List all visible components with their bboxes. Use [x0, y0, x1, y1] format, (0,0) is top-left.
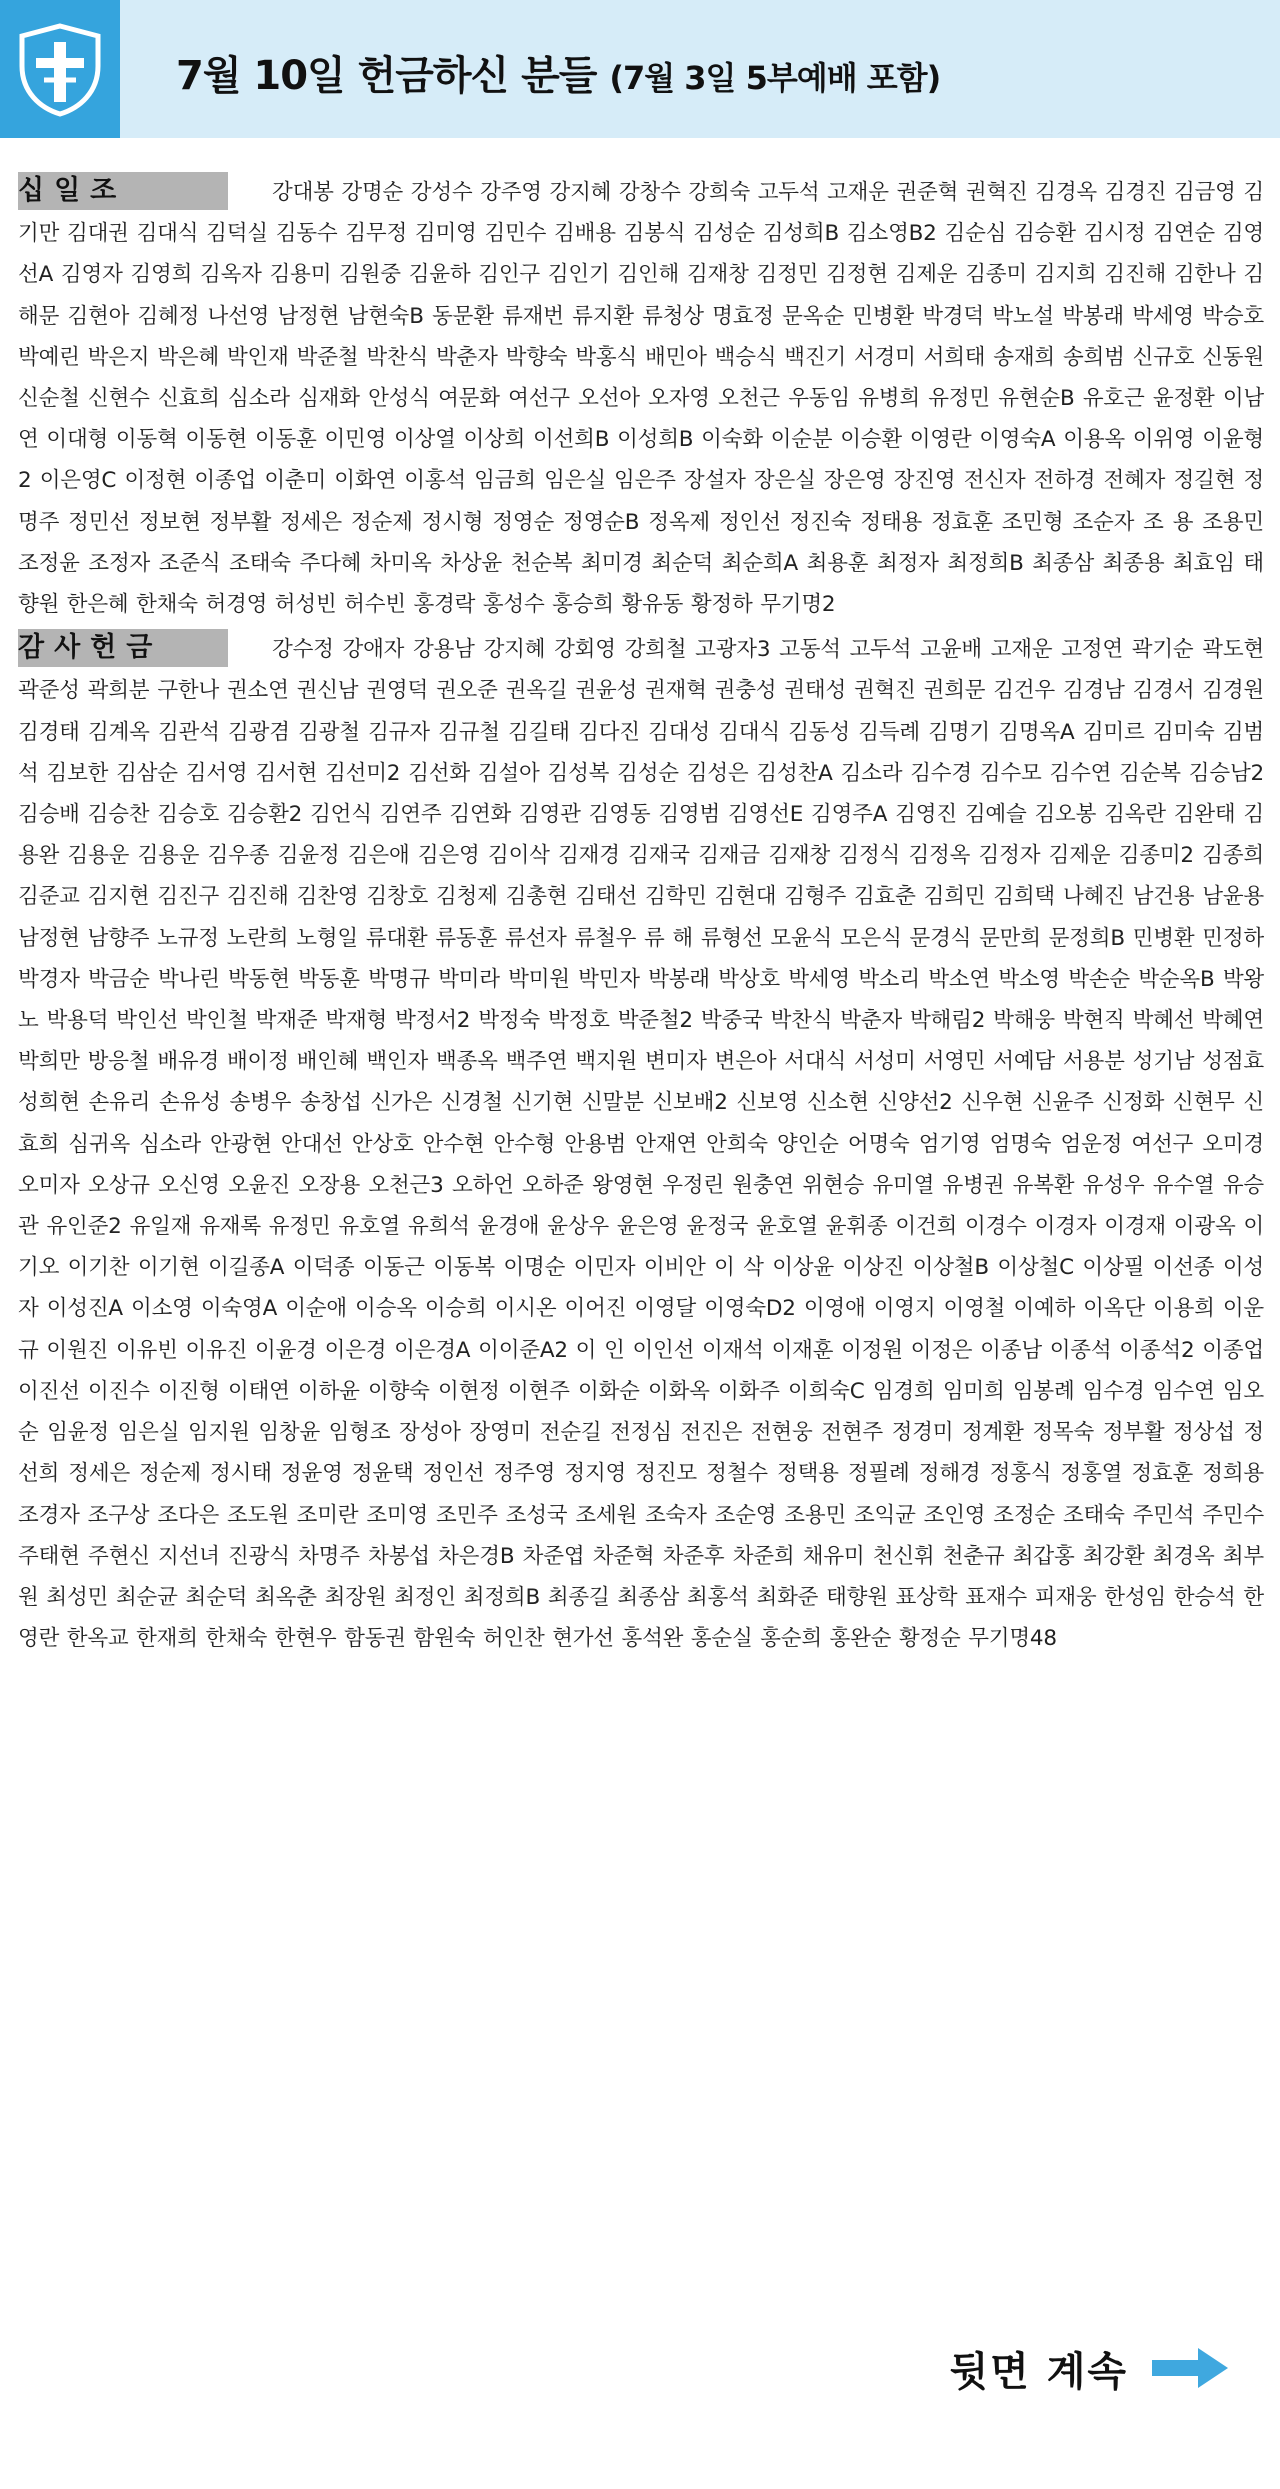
section-tithe: [18, 172, 1264, 625]
tithe-name-list: 강대봉 강명순 강성수 강주영 강지혜 강창수 강희숙 고두석 고재운 권준혁 권혁진 김경옥 김경진 김금영 김기만 김대권 김대식 김덕실 김동수 김무정 김미영 김민수 김배용 김봉식 김성순 김성희B 김소영B2 김순심 김승환 김시정 김연순 김영선A 김영자 김영희 김옥자 김용미 김원중 김윤하 김인구 김인기 김인해 김재창 김정민 김정현 김제운 김종미 김지희 김진해 김한나 김해문 김현아 김혜정 나선영 남정현 남현숙B 동문환 류재번 류지환 류청상 명효정 문옥순 민병환 박경덕 박노설 박봉래 박세영 박승호 박예린 박은지 박은혜 박인재 박준철 박찬식 박춘자 박향숙 박홍식 배민아 백승식 백진기 서경미 서희태 송재희 송희범 신규호 신동원 신순철 신현수 신효희 심소라 심재화 안성식 여문화 여선구 오선아 오자영 오천근 우동임 유병희 유정민 유현순B 유호근 윤정환 이남연 이대형 이동혁 이동현 이동훈 이민영 이상열 이상희 이선희B 이성희B 이숙화 이순분 이승환 이영란 이영숙A 이용옥 이위영 이윤형2 이은영C 이정현 이종업 이춘미 이화연 이홍석 임금희 임은실 임은주 장설자 장은실 장은영 장진영 전신자 전하경 전혜자 정길현 정명주 정민선 정보현 정부활 정세은 정순제 정시형 정영순 정영순B 정옥제 정인선 정진숙 정태용 정효훈 조민형 조순자 조 용 조용민 조정윤 조정자 조준식 조태숙 주다혜 차미옥 차상윤 천순복 최미경 최순덕 최순희A 최용훈 최정자 최정희B 최종삼 최종용 최효임 태향원 한은혜 한채숙 허경영 허성빈 허수빈 홍경락 홍성수 홍승희 황유동 황정하 무기명2: [18, 180, 1264, 618]
section-thanksgiving: [18, 629, 1264, 1659]
continue-text: 뒷면 계속: [949, 2348, 1128, 2395]
section-label-tithe: 십 일 조: [18, 172, 228, 210]
header-bar: [0, 0, 1280, 138]
thanksgiving-name-list: 강수정 강애자 강용남 강지혜 강회영 강희철 고광자3 고동석 고두석 고윤배 고재운 고정연 곽기순 곽도현 곽준성 곽희분 구한나 권소연 권신남 권영덕 권오준 권옥길 권윤성 권재혁 권충성 권태성 권혁진 권희문 김건우 김경남 김경서 김경원 김경태 김계옥 김관석 김광겸 김광철 김규자 김규철 김길태 김다진 김대성 김대식 김동성 김득례 김명기 김명옥A 김미르 김미숙 김범석 김보한 김삼순 김서영 김서현 김선미2 김선화 김설아 김성복 김성순 김성은 김성찬A 김소라 김수경 김수모 김수연 김순복 김승남2 김승배 김승찬 김승호 김승환2 김언식 김연주 김연화 김영관 김영동 김영범 김영선E 김영주A 김영진 김예슬 김오봉 김옥란 김완태 김용완 김용운 김용운 김우종 김윤정 김은애 김은영 김이삭 김재경 김재국 김재금 김재창 김정식 김정옥 김정자 김제운 김종미2 김종희 김준교 김지현 김진구 김진해 김찬영 김창호 김청제 김총현 김태선 김학민 김현대 김형주 김효춘 김희민 김희택 나혜진 남건용 남윤용 남정현 남향주 노규정 노란희 노형일 류대환 류동훈 류선자 류철우 류 해 류형선 모윤식 모은식 문경식 문만희 문정희B 민병환 민정하 박경자 박금순 박나린 박동현 박동훈 박명규 박미라 박미원 박민자 박봉래 박상호 박세영 박소리 박소연 박소영 박손순 박순옥B 박왕노 박용덕 박인선 박인철 박재준 박재형 박정서2 박정숙 박정호 박준철2 박중국 박찬식 박춘자 박해림2 박해웅 박현직 박혜선 박혜연 박희만 방응철 배유경 배이정 배인혜 백인자 백종옥 백주연 백지원 변미자 변은아 서대식 서성미 서영민 서예담 서용분 성기남 성점효 성희현 손유리 손유성 송병우 송창섭 신가은 신경철 신기현 신말분 신보배2 신보영 신소현 신양선2 신우현 신윤주 신정화 신현무 신효희 심귀옥 심소라 안광현 안대선 안상호 안수현 안수형 안용범 안재연 안희숙 양인순 어명숙 엄기영 엄명숙 엄운정 여선구 오미경 오미자 오상규 오신영 오윤진 오장용 오천근3 오하언 오하준 왕영현 우정린 원충연 위현승 유미열 유병권 유복환 유성우 유수열 유승관 유인준2 유일재 유재록 유정민 유호열 유희석 윤경애 윤상우 윤은영 윤정국 윤호열 윤휘종 이건희 이경수 이경자 이경재 이광옥 이기오 이기찬 이기현 이길종A 이덕종 이동근 이동복 이명순 이민자 이비안 이 삭 이상윤 이상진 이상철B 이상철C 이상필 이선종 이성자 이성진A 이소영 이숙영A 이순애 이승옥 이승희 이시온 이어진 이영달 이영숙D2 이영애 이영지 이영철 이예하 이옥단 이용희 이운규 이원진 이유빈 이유진 이윤경 이은경 이은경A 이이준A2 이 인 이인선 이재석 이재훈 이정원 이정은 이종남 이종석 이종석2 이종업 이진선 이진수 이진형 이태연 이하윤 이향숙 이현정 이현주 이화순 이화옥 이화주 이희숙C 임경희 임미희 임봉례 임수경 임수연 임오순 임윤정 임은실 임지원 임창윤 임형조 장성아 장영미 전순길 전정심 전진은 전현웅 전현주 정경미 정계환 정목숙 정부활 정상섭 정선희 정세은 정순제 정시태 정윤영 정윤택 정인선 정주영 정지영 정진모 정철수 정택용 정필례 정해경 정홍식 정홍열 정효훈 정희용 조경자 조구상 조다은 조도원 조미란 조미영 조민주 조성국 조세원 조숙자 조순영 조용민 조익균 조인영 조정순 조태숙 주민석 주민수 주태현 주현신 지선녀 진광식 차명주 차봉섭 차은경B 차준엽 차준혁 차준후 차준희 채유미 천신휘 천춘규 최갑홍 최강환 최경옥 최부원 최성민 최순균 최순덕 최옥춘 최장원 최정인 최정희B 최종길 최종삼 최홍석 최화준 태향원 표상학 표재수 피재웅 한성임 한승석 한영란 한옥교 한재희 한채숙 한현우 함동권 함원숙 허인찬 현가선 홍석완 홍순실 홍순희 홍완순 황정순 무기명48: [18, 637, 1264, 1652]
offering-list: [18, 172, 1264, 1663]
section-label-thanksgiving: 감 사 헌 금: [18, 629, 228, 667]
thanksgiving-names-block: [18, 629, 1264, 1659]
page-title: [176, 44, 940, 101]
tithe-names-block: [18, 172, 1264, 625]
right-arrow-icon: [1152, 2346, 1230, 2390]
title-main: 7월 10일 헌금하신 분들: [176, 53, 597, 99]
cross-shield-icon: [16, 22, 104, 118]
church-logo: [0, 0, 120, 138]
continue-note: [950, 2338, 1231, 2398]
title-subtitle: (7월 3일 5부예배 포함): [609, 59, 941, 97]
